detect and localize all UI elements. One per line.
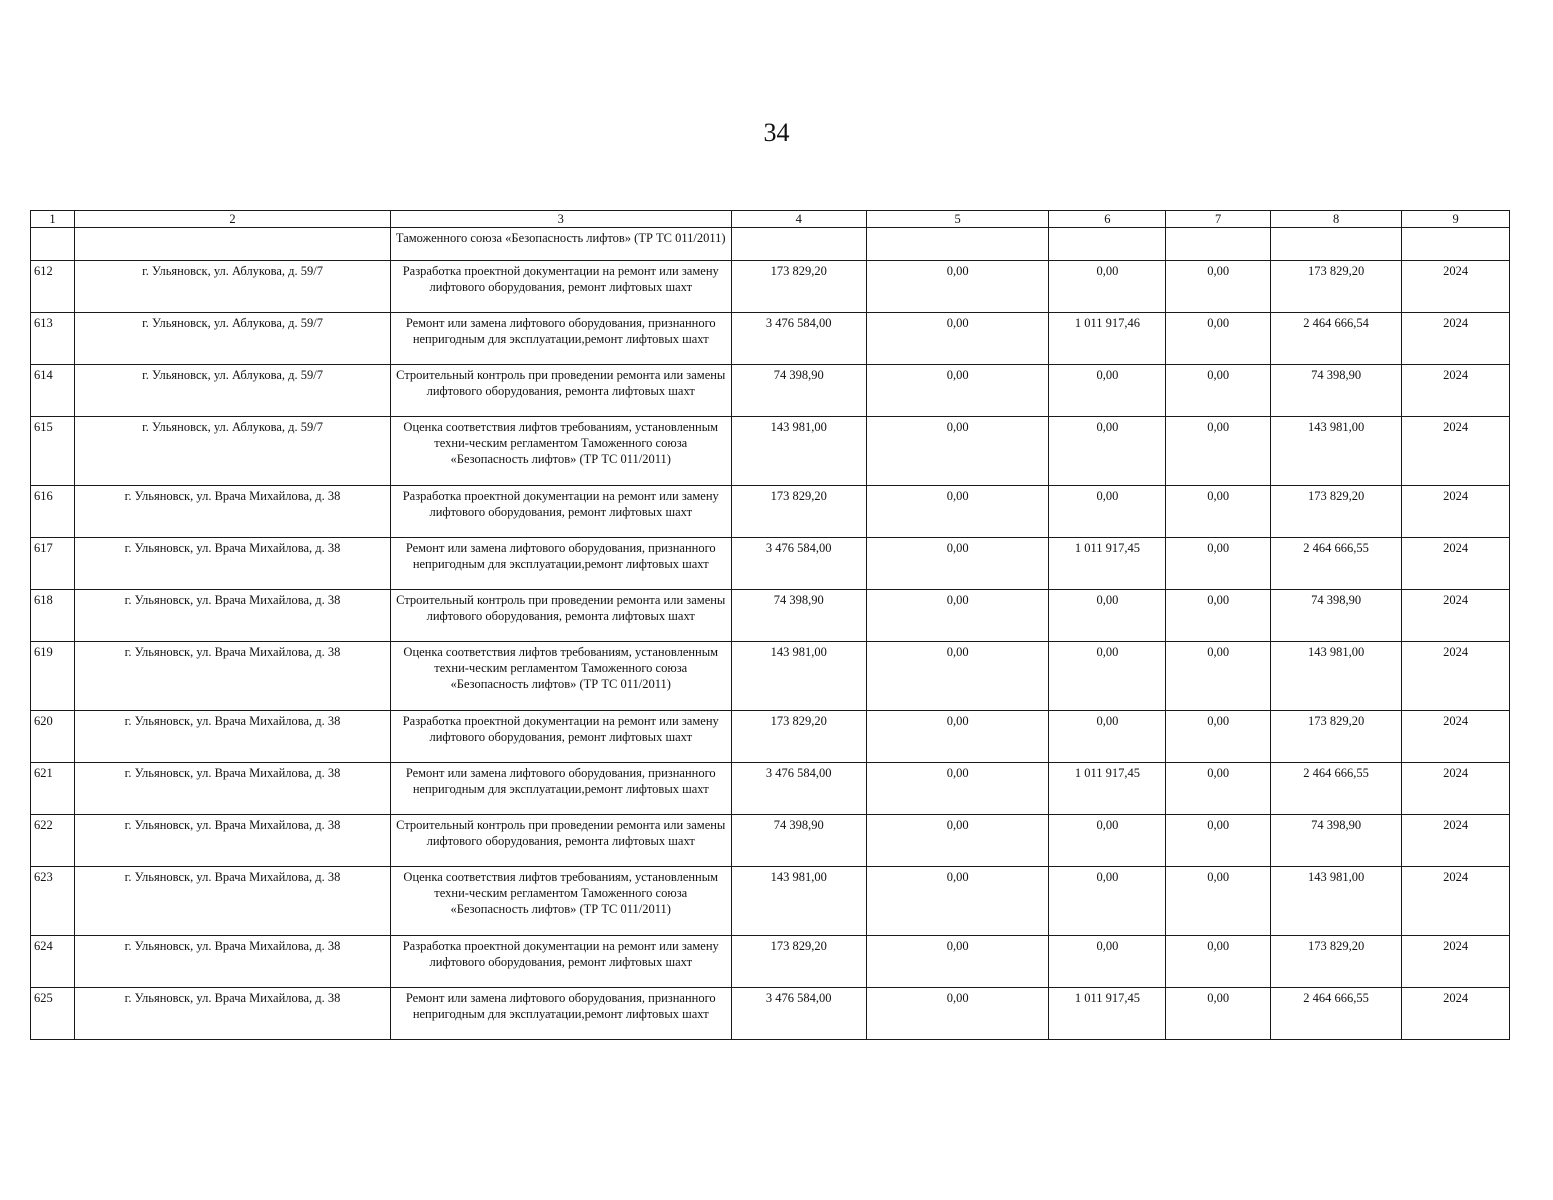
cell-work: Строительный контроль при проведении ремонта или замены лифтового оборудования, ремонта лифтовых шахт xyxy=(390,590,731,642)
table-row xyxy=(31,313,1510,365)
cell-col4: 173 829,20 xyxy=(731,486,866,538)
cell-col4: 74 398,90 xyxy=(731,365,866,417)
cell-col8: 143 981,00 xyxy=(1270,417,1401,486)
cell-num: 621 xyxy=(31,763,75,815)
cell-col9: 2024 xyxy=(1402,261,1510,313)
cell-col8 xyxy=(1270,228,1401,261)
cell-num: 617 xyxy=(31,538,75,590)
cell-address: г. Ульяновск, ул. Врача Михайлова, д. 38 xyxy=(75,538,391,590)
cell-work: Ремонт или замена лифтового оборудования, признанного непригодным для эксплуатации,ремонт лифтовых шахт xyxy=(390,313,731,365)
cell-col5: 0,00 xyxy=(866,815,1049,867)
cell-work: Ремонт или замена лифтового оборудования, признанного непригодным для эксплуатации,ремонт лифтовых шахт xyxy=(390,538,731,590)
cell-work: Оценка соответствия лифтов требованиям, установленным техни-ческим регламентом Таможенного союза «Безопасность лифтов» (ТР ТС 011/2011) xyxy=(390,867,731,936)
cell-col8: 143 981,00 xyxy=(1270,867,1401,936)
cell-address: г. Ульяновск, ул. Врача Михайлова, д. 38 xyxy=(75,936,391,988)
cell-col4: 74 398,90 xyxy=(731,815,866,867)
cell-col9: 2024 xyxy=(1402,486,1510,538)
cell-col4: 143 981,00 xyxy=(731,867,866,936)
cell-col6: 0,00 xyxy=(1049,261,1166,313)
cell-address: г. Ульяновск, ул. Врача Михайлова, д. 38 xyxy=(75,486,391,538)
cell-col7: 0,00 xyxy=(1166,642,1271,711)
cell-col6: 0,00 xyxy=(1049,417,1166,486)
cell-col8: 2 464 666,54 xyxy=(1270,313,1401,365)
cell-col6: 1 011 917,45 xyxy=(1049,988,1166,1040)
cell-col7: 0,00 xyxy=(1166,763,1271,815)
table-row xyxy=(31,261,1510,313)
cell-col6: 0,00 xyxy=(1049,590,1166,642)
cell-col5: 0,00 xyxy=(866,538,1049,590)
cell-col8: 173 829,20 xyxy=(1270,486,1401,538)
cell-num: 612 xyxy=(31,261,75,313)
cell-col8: 173 829,20 xyxy=(1270,711,1401,763)
cell-col4: 173 829,20 xyxy=(731,261,866,313)
cell-col8: 74 398,90 xyxy=(1270,365,1401,417)
table-row xyxy=(31,988,1510,1040)
cell-col5: 0,00 xyxy=(866,988,1049,1040)
cell-col9: 2024 xyxy=(1402,538,1510,590)
cell-col7: 0,00 xyxy=(1166,815,1271,867)
table-row xyxy=(31,590,1510,642)
cell-col7: 0,00 xyxy=(1166,538,1271,590)
cell-address: г. Ульяновск, ул. Врача Михайлова, д. 38 xyxy=(75,763,391,815)
cell-work: Таможенного союза «Безопасность лифтов» (ТР ТС 011/2011) xyxy=(390,228,731,261)
cell-col7: 0,00 xyxy=(1166,590,1271,642)
column-number-1: 1 xyxy=(31,211,75,228)
cell-col9: 2024 xyxy=(1402,642,1510,711)
cell-col8: 2 464 666,55 xyxy=(1270,538,1401,590)
page-number: 34 xyxy=(763,118,790,147)
cell-col6: 1 011 917,45 xyxy=(1049,538,1166,590)
cell-col7: 0,00 xyxy=(1166,486,1271,538)
cell-col4: 173 829,20 xyxy=(731,711,866,763)
cell-work: Разработка проектной документации на ремонт или замену лифтового оборудования, ремонт лифтовых шахт xyxy=(390,711,731,763)
cell-col8: 2 464 666,55 xyxy=(1270,763,1401,815)
cell-col4: 3 476 584,00 xyxy=(731,988,866,1040)
cell-work: Строительный контроль при проведении ремонта или замены лифтового оборудования, ремонта лифтовых шахт xyxy=(390,365,731,417)
cell-col5: 0,00 xyxy=(866,867,1049,936)
registry-table xyxy=(30,210,1510,1040)
cell-address: г. Ульяновск, ул. Врача Михайлова, д. 38 xyxy=(75,590,391,642)
column-number-8: 8 xyxy=(1270,211,1401,228)
column-number-5: 5 xyxy=(866,211,1049,228)
cell-num: 625 xyxy=(31,988,75,1040)
cell-col9: 2024 xyxy=(1402,763,1510,815)
cell-col5: 0,00 xyxy=(866,261,1049,313)
column-number-6: 6 xyxy=(1049,211,1166,228)
cell-col4: 143 981,00 xyxy=(731,417,866,486)
cell-col9: 2024 xyxy=(1402,313,1510,365)
table-row xyxy=(31,711,1510,763)
cell-col8: 74 398,90 xyxy=(1270,815,1401,867)
cell-col8: 173 829,20 xyxy=(1270,261,1401,313)
cell-col8: 74 398,90 xyxy=(1270,590,1401,642)
cell-col5: 0,00 xyxy=(866,763,1049,815)
cell-col5: 0,00 xyxy=(866,365,1049,417)
cell-col7: 0,00 xyxy=(1166,988,1271,1040)
cell-num: 623 xyxy=(31,867,75,936)
cell-col7: 0,00 xyxy=(1166,365,1271,417)
cell-col5: 0,00 xyxy=(866,313,1049,365)
cell-col9: 2024 xyxy=(1402,867,1510,936)
cell-col9: 2024 xyxy=(1402,936,1510,988)
cell-work: Оценка соответствия лифтов требованиям, установленным техни-ческим регламентом Таможенного союза «Безопасность лифтов» (ТР ТС 011/2011) xyxy=(390,417,731,486)
cell-address: г. Ульяновск, ул. Врача Михайлова, д. 38 xyxy=(75,988,391,1040)
cell-col4: 3 476 584,00 xyxy=(731,313,866,365)
cell-col4: 143 981,00 xyxy=(731,642,866,711)
cell-col9 xyxy=(1402,228,1510,261)
cell-num: 618 xyxy=(31,590,75,642)
cell-col6: 0,00 xyxy=(1049,867,1166,936)
table-row xyxy=(31,867,1510,936)
cell-col6: 0,00 xyxy=(1049,486,1166,538)
cell-num: 615 xyxy=(31,417,75,486)
cell-work: Разработка проектной документации на ремонт или замену лифтового оборудования, ремонт лифтовых шахт xyxy=(390,261,731,313)
cell-col6: 0,00 xyxy=(1049,365,1166,417)
cell-col4: 3 476 584,00 xyxy=(731,538,866,590)
cell-address: г. Ульяновск, ул. Аблукова, д. 59/7 xyxy=(75,261,391,313)
cell-col7 xyxy=(1166,228,1271,261)
cell-col5 xyxy=(866,228,1049,261)
continuation-row xyxy=(31,228,1510,261)
cell-col6: 1 011 917,46 xyxy=(1049,313,1166,365)
cell-col9: 2024 xyxy=(1402,711,1510,763)
cell-address: г. Ульяновск, ул. Аблукова, д. 59/7 xyxy=(75,313,391,365)
column-number-3: 3 xyxy=(390,211,731,228)
cell-work: Разработка проектной документации на ремонт или замену лифтового оборудования, ремонт лифтовых шахт xyxy=(390,936,731,988)
cell-col7: 0,00 xyxy=(1166,711,1271,763)
cell-col8: 2 464 666,55 xyxy=(1270,988,1401,1040)
cell-col8: 143 981,00 xyxy=(1270,642,1401,711)
table-row xyxy=(31,417,1510,486)
table-row xyxy=(31,365,1510,417)
cell-address xyxy=(75,228,391,261)
cell-col5: 0,00 xyxy=(866,486,1049,538)
cell-col6: 0,00 xyxy=(1049,642,1166,711)
cell-col4: 74 398,90 xyxy=(731,590,866,642)
cell-num xyxy=(31,228,75,261)
cell-col9: 2024 xyxy=(1402,417,1510,486)
table-row xyxy=(31,936,1510,988)
cell-address: г. Ульяновск, ул. Врача Михайлова, д. 38 xyxy=(75,867,391,936)
cell-address: г. Ульяновск, ул. Врача Михайлова, д. 38 xyxy=(75,711,391,763)
cell-col9: 2024 xyxy=(1402,590,1510,642)
table-row xyxy=(31,642,1510,711)
cell-col7: 0,00 xyxy=(1166,313,1271,365)
cell-col6: 0,00 xyxy=(1049,815,1166,867)
cell-work: Оценка соответствия лифтов требованиям, установленным техни-ческим регламентом Таможенного союза «Безопасность лифтов» (ТР ТС 011/2011) xyxy=(390,642,731,711)
cell-col6: 0,00 xyxy=(1049,936,1166,988)
cell-col5: 0,00 xyxy=(866,936,1049,988)
column-number-7: 7 xyxy=(1166,211,1271,228)
cell-col8: 173 829,20 xyxy=(1270,936,1401,988)
cell-col9: 2024 xyxy=(1402,365,1510,417)
column-number-4: 4 xyxy=(731,211,866,228)
cell-num: 613 xyxy=(31,313,75,365)
cell-address: г. Ульяновск, ул. Аблукова, д. 59/7 xyxy=(75,365,391,417)
table-row xyxy=(31,486,1510,538)
cell-col7: 0,00 xyxy=(1166,867,1271,936)
cell-num: 620 xyxy=(31,711,75,763)
cell-col7: 0,00 xyxy=(1166,261,1271,313)
column-number-row xyxy=(31,211,1510,228)
cell-col6 xyxy=(1049,228,1166,261)
cell-col9: 2024 xyxy=(1402,988,1510,1040)
cell-col4: 173 829,20 xyxy=(731,936,866,988)
cell-num: 622 xyxy=(31,815,75,867)
cell-col5: 0,00 xyxy=(866,642,1049,711)
cell-col5: 0,00 xyxy=(866,590,1049,642)
column-number-9: 9 xyxy=(1402,211,1510,228)
cell-col5: 0,00 xyxy=(866,417,1049,486)
cell-col5: 0,00 xyxy=(866,711,1049,763)
table-row xyxy=(31,815,1510,867)
cell-col4: 3 476 584,00 xyxy=(731,763,866,815)
column-number-2: 2 xyxy=(75,211,391,228)
cell-num: 624 xyxy=(31,936,75,988)
cell-address: г. Ульяновск, ул. Аблукова, д. 59/7 xyxy=(75,417,391,486)
cell-num: 614 xyxy=(31,365,75,417)
table-row xyxy=(31,538,1510,590)
cell-col6: 1 011 917,45 xyxy=(1049,763,1166,815)
cell-num: 616 xyxy=(31,486,75,538)
cell-address: г. Ульяновск, ул. Врача Михайлова, д. 38 xyxy=(75,815,391,867)
cell-col7: 0,00 xyxy=(1166,936,1271,988)
cell-col6: 0,00 xyxy=(1049,711,1166,763)
cell-col7: 0,00 xyxy=(1166,417,1271,486)
cell-work: Ремонт или замена лифтового оборудования, признанного непригодным для эксплуатации,ремонт лифтовых шахт xyxy=(390,763,731,815)
cell-address: г. Ульяновск, ул. Врача Михайлова, д. 38 xyxy=(75,642,391,711)
table-row xyxy=(31,763,1510,815)
cell-col4 xyxy=(731,228,866,261)
cell-col9: 2024 xyxy=(1402,815,1510,867)
cell-work: Разработка проектной документации на ремонт или замену лифтового оборудования, ремонт лифтовых шахт xyxy=(390,486,731,538)
cell-num: 619 xyxy=(31,642,75,711)
cell-work: Строительный контроль при проведении ремонта или замены лифтового оборудования, ремонта лифтовых шахт xyxy=(390,815,731,867)
cell-work: Ремонт или замена лифтового оборудования, признанного непригодным для эксплуатации,ремонт лифтовых шахт xyxy=(390,988,731,1040)
table-body xyxy=(31,211,1510,1040)
